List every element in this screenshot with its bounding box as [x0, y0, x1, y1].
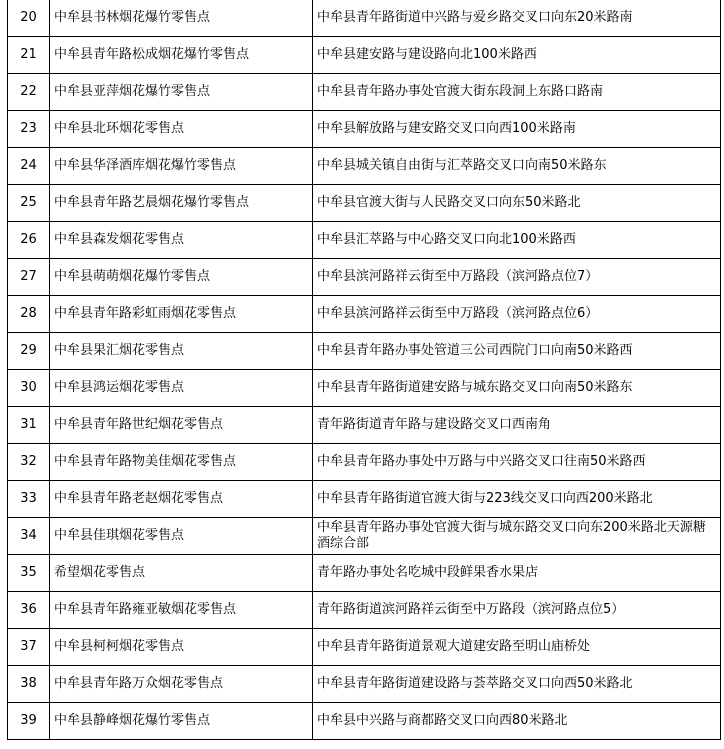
row-number: 26 [8, 222, 50, 259]
row-number: 29 [8, 333, 50, 370]
point-name: 中牟县青年路世纪烟花零售点 [50, 407, 313, 444]
table-row [8, 296, 721, 333]
point-address: 中牟县青年路街道官渡大街与223线交叉口向西200米路北 [313, 481, 721, 518]
table-row [8, 222, 721, 259]
table-row [8, 407, 721, 444]
point-name: 中牟县书林烟花爆竹零售点 [50, 0, 313, 37]
table-row [8, 111, 721, 148]
row-number: 23 [8, 111, 50, 148]
row-number: 37 [8, 629, 50, 666]
table-row [8, 185, 721, 222]
row-number: 31 [8, 407, 50, 444]
row-number: 35 [8, 555, 50, 592]
table-row [8, 592, 721, 629]
point-address: 中牟县建安路与建设路向北100米路西 [313, 37, 721, 74]
table-row [8, 555, 721, 592]
row-number: 20 [8, 0, 50, 37]
point-name: 中牟县亚萍烟花爆竹零售点 [50, 74, 313, 111]
point-address: 中牟县汇萃路与中心路交叉口向北100米路西 [313, 222, 721, 259]
row-number: 39 [8, 703, 50, 740]
table-row [8, 703, 721, 740]
point-name: 中牟县青年路老赵烟花零售点 [50, 481, 313, 518]
point-name: 中牟县静峰烟花爆竹零售点 [50, 703, 313, 740]
point-name: 中牟县青年路万众烟花零售点 [50, 666, 313, 703]
table-row [8, 259, 721, 296]
point-name: 中牟县北环烟花零售点 [50, 111, 313, 148]
table-row [8, 333, 721, 370]
point-address: 青年路街道滨河路祥云街至中万路段（滨河路点位5） [313, 592, 721, 629]
point-name: 中牟县森发烟花零售点 [50, 222, 313, 259]
point-address: 中牟县滨河路祥云街至中万路段（滨河路点位6） [313, 296, 721, 333]
point-name: 中牟县萌萌烟花爆竹零售点 [50, 259, 313, 296]
point-name: 中牟县青年路物美佳烟花零售点 [50, 444, 313, 481]
point-name: 中牟县鸿运烟花零售点 [50, 370, 313, 407]
row-number: 25 [8, 185, 50, 222]
point-name: 中牟县青年路彩虹雨烟花零售点 [50, 296, 313, 333]
row-number: 38 [8, 666, 50, 703]
point-address: 中牟县青年路街道建设路与荟萃路交叉口向西50米路北 [313, 666, 721, 703]
row-number: 27 [8, 259, 50, 296]
point-name: 中牟县果汇烟花零售点 [50, 333, 313, 370]
table-row [8, 444, 721, 481]
point-address: 中牟县青年路办事处管道三公司西院门口向南50米路西 [313, 333, 721, 370]
row-number: 33 [8, 481, 50, 518]
point-name: 中牟县柯柯烟花零售点 [50, 629, 313, 666]
table-row [8, 370, 721, 407]
row-number: 28 [8, 296, 50, 333]
point-address: 中牟县中兴路与商都路交叉口向西80米路北 [313, 703, 721, 740]
point-address: 中牟县城关镇自由街与汇萃路交叉口向南50米路东 [313, 148, 721, 185]
point-name: 中牟县青年路松成烟花爆竹零售点 [50, 37, 313, 74]
row-number: 24 [8, 148, 50, 185]
retail-points-table [7, 0, 721, 740]
point-address: 中牟县滨河路祥云街至中万路段（滨河路点位7） [313, 259, 721, 296]
row-number: 21 [8, 37, 50, 74]
point-address: 中牟县解放路与建安路交叉口向西100米路南 [313, 111, 721, 148]
point-address: 中牟县青年路办事处官渡大街与城东路交叉口向东200米路北天源糖酒综合部 [313, 518, 721, 555]
point-address: 中牟县青年路街道景观大道建安路至明山庙桥处 [313, 629, 721, 666]
point-address: 中牟县青年路街道中兴路与爱乡路交叉口向东20米路南 [313, 0, 721, 37]
table-body [8, 0, 721, 740]
table-row [8, 74, 721, 111]
table-row [8, 0, 721, 37]
point-address: 中牟县青年路办事处中万路与中兴路交叉口往南50米路西 [313, 444, 721, 481]
point-name: 希望烟花零售点 [50, 555, 313, 592]
row-number: 32 [8, 444, 50, 481]
point-address: 中牟县官渡大街与人民路交叉口向东50米路北 [313, 185, 721, 222]
point-address: 中牟县青年路办事处官渡大街东段洞上东路口路南 [313, 74, 721, 111]
point-name: 中牟县华泽酒库烟花爆竹零售点 [50, 148, 313, 185]
table-row [8, 481, 721, 518]
table-row [8, 666, 721, 703]
point-address: 中牟县青年路街道建安路与城东路交叉口向南50米路东 [313, 370, 721, 407]
table-row [8, 629, 721, 666]
point-address: 青年路办事处名吃城中段鲜果香水果店 [313, 555, 721, 592]
table-row [8, 518, 721, 555]
row-number: 36 [8, 592, 50, 629]
point-address: 青年路街道青年路与建设路交叉口西南角 [313, 407, 721, 444]
row-number: 34 [8, 518, 50, 555]
point-name: 中牟县青年路艺晨烟花爆竹零售点 [50, 185, 313, 222]
point-name: 中牟县青年路雍亚敏烟花零售点 [50, 592, 313, 629]
table-row [8, 37, 721, 74]
row-number: 30 [8, 370, 50, 407]
row-number: 22 [8, 74, 50, 111]
table-row [8, 148, 721, 185]
point-name: 中牟县佳琪烟花零售点 [50, 518, 313, 555]
